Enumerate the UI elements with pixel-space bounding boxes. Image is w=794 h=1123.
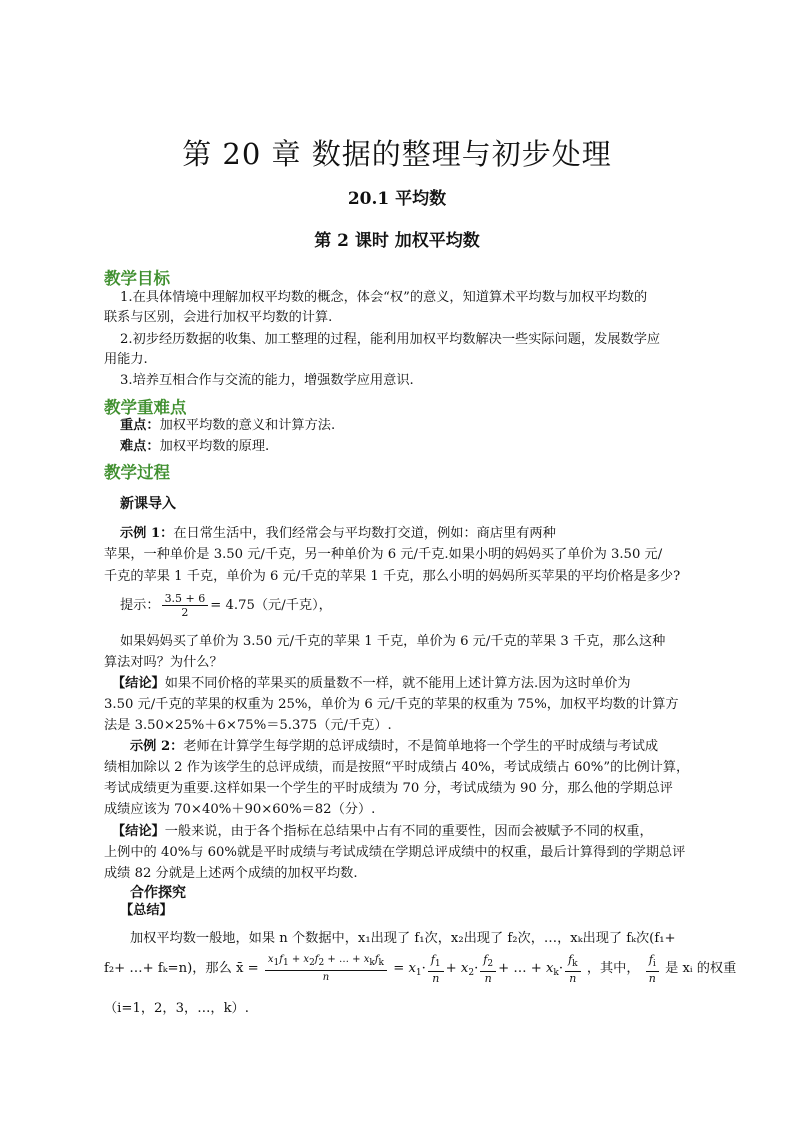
- summary-label: 【总结】: [120, 903, 173, 918]
- example1-line-3: 千克的苹果 1 千克，单价为 6 元/千克的苹果 1 千克，那么小明的妈妈所买苹果的平均价格是多少?: [104, 569, 681, 584]
- focus-line: [120, 416, 335, 436]
- example2-line-3: 考试成绩更为重要.这样如果一个学生的平时成绩为 70 分，考试成绩为 90 分，那么他的学期总评: [104, 781, 673, 796]
- objectives-heading: 教学目标: [104, 269, 170, 288]
- focus-label: 重点：: [120, 418, 160, 433]
- objective-line-1: 1.在具体情境中理解加权平均数的概念，体会“权”的意义，知道算术平均数与加权平均数的: [120, 290, 648, 305]
- weight-fraction: $\frac{f_i}{n}$: [646, 953, 659, 985]
- conclusion2-line-1: 【结论】一般来说，由于各个指标在总结果中占有不同的重要性，因而会被赋予不同的权重，: [112, 824, 653, 839]
- mean-numerator: $x_1f_1 + x_2f_2$ + … + $x_kf_k$: [265, 953, 387, 971]
- key-points-heading: 教学重难点: [104, 398, 187, 417]
- chapter-title: 第 20 章 数据的整理与初步处理: [182, 137, 612, 171]
- question-line-1: 如果妈妈买了单价为 3.50 元/千克的苹果 1 千克，单价为 6 元/千克的苹果 3 千克，那么这种: [120, 634, 666, 649]
- focus-text: 加权平均数的意义和计算方法.: [159, 418, 336, 433]
- difficulty-line: [120, 437, 269, 457]
- conclusion1-label: 【结论】: [112, 676, 165, 691]
- summary-formula-line: [104, 952, 736, 990]
- question-line-2: 算法对吗？为什么？: [104, 655, 223, 670]
- lesson-title: 第 2 课时 加权平均数: [314, 231, 480, 251]
- summary-line-2-start: f₂+ …+ fₖ=n)，那么 x̄ =: [104, 961, 259, 976]
- example2-line-2: 绩相加除以 2 作为该学生的总评成绩，而是按照“平时成绩占 40%，考试成绩占 60%”的比例计算，: [104, 760, 690, 775]
- conclusion2-label: 【结论】: [112, 824, 165, 839]
- weighted-expansion: = $x_1\cdot$ $\frac{f_1}{n}$ + $x_2\cdot$ $\frac{f_2}{n}$ + … + $x_k\cdot$ $\frac{f_k}{n}$: [393, 961, 582, 976]
- difficulty-text: 加权平均数的原理.: [159, 439, 270, 454]
- hint-line: [120, 592, 332, 619]
- conclusion1-line-1: 【结论】如果不同价格的苹果买的质量数不一样，就不能用上述计算方法.因为这时单价为: [112, 676, 631, 691]
- conclusion1-line-2: 3.50 元/千克的苹果的权重为 25%，单价为 6 元/千克的苹果的权重为 75%，加权平均数的计算方: [104, 697, 679, 712]
- objective-line-3: 2.初步经历数据的收集、加工整理的过程，能利用加权平均数解决一些实际问题，发展数学应: [120, 332, 661, 347]
- example2-line-4: 成绩应该为 70×40%＋90×60%＝82（分）.: [104, 802, 376, 817]
- example1-line-1: 示例 1：在日常生活中，我们经常会与平均数打交道，例如：商店里有两种: [120, 526, 556, 541]
- process-heading: 教学过程: [104, 463, 170, 482]
- hint-fraction: $\frac{3.5 + 6}{2}$: [162, 592, 209, 619]
- section-title: 20.1 平均数: [347, 189, 447, 209]
- example2-label: 示例 2：: [130, 739, 184, 754]
- mean-denominator: n: [322, 972, 330, 983]
- hint-result: = 4.75（元/千克），: [210, 598, 332, 613]
- example1-label: 示例 1：: [120, 526, 174, 541]
- hint-label: 提示：: [120, 598, 160, 613]
- summary-line-1: 加权平均数一般地，如果 n 个数据中，x₁出现了 f₁次，x₂出现了 f₂次，…，xₖ出现了 fₖ次(f₁+: [130, 931, 676, 946]
- objective-line-2: 联系与区别，会进行加权平均数的计算.: [104, 310, 333, 325]
- conclusion1-line-3: 法是 3.50×25%＋6×75%＝5.375（元/千克）.: [104, 718, 392, 733]
- example2-line-1: 示例 2：老师在计算学生每学期的总评成绩时，不是简单地将一个学生的平时成绩与考试成: [130, 739, 659, 754]
- objective-line-4: 用能力.: [104, 352, 148, 367]
- summary-line-2-end: 是 xᵢ 的权重: [665, 961, 737, 976]
- example1-line-2: 苹果，一种单价是 3.50 元/千克，另一种单价为 6 元/千克.如果小明的妈妈买了单价为 3.50 元/: [104, 547, 663, 562]
- conclusion2-line-2: 上例中的 40%与 60%就是平时成绩与考试成绩在学期总评成绩中的权重，最后计算得到的学期总评: [104, 845, 686, 860]
- mean-fraction: [265, 953, 387, 984]
- summary-line-3: （i=1，2，3，…，k）.: [104, 1001, 249, 1016]
- coop-title: 合作探究: [130, 885, 186, 901]
- intro-title: 新课导入: [120, 496, 176, 512]
- conclusion2-line-3: 成绩 82 分就是上述两个成绩的加权平均数.: [104, 866, 358, 881]
- difficulty-label: 难点：: [120, 439, 160, 454]
- objective-line-5: 3.培养互相合作与交流的能力，增强数学应用意识.: [120, 373, 414, 388]
- summary-line-2-mid: ，其中，: [586, 961, 640, 976]
